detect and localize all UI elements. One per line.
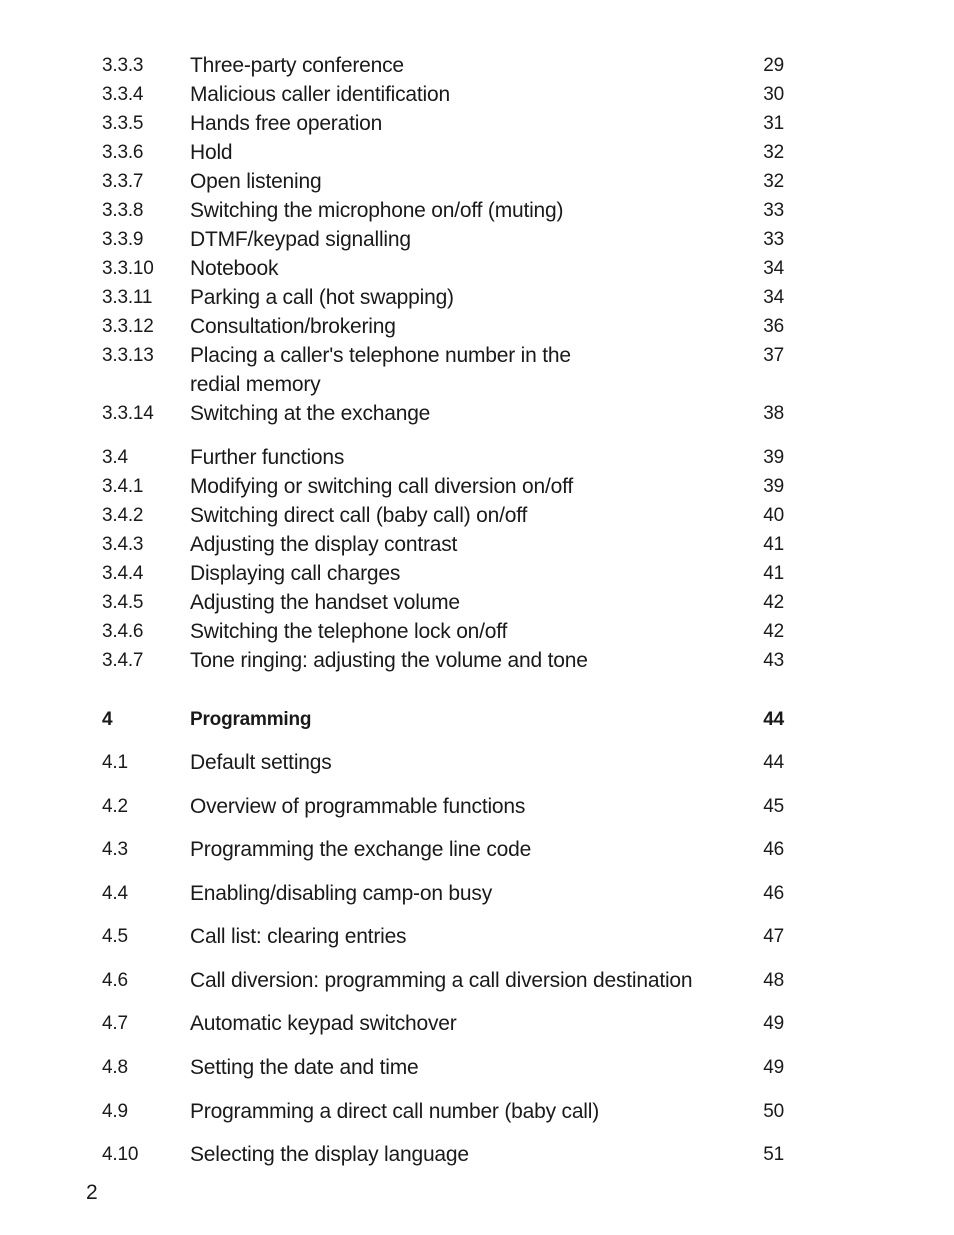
footer-page-number: 2: [86, 1181, 98, 1204]
page-number: 42: [763, 621, 784, 642]
section-number: 3.3.6: [102, 142, 144, 163]
section-number: 4.8: [102, 1057, 128, 1078]
page-number: 34: [763, 287, 784, 308]
toc-chapter-heading[interactable]: [0, 705, 954, 734]
toc-entry[interactable]: [0, 559, 954, 588]
section-title-line-2: redial memory: [190, 373, 321, 396]
toc-entry[interactable]: [0, 966, 954, 995]
section-title: Automatic keypad switchover: [190, 1012, 457, 1035]
page-number: 50: [763, 1101, 784, 1122]
toc-entry[interactable]: [0, 879, 954, 908]
toc-entry[interactable]: [0, 51, 954, 80]
section-number: 3.3.3: [102, 55, 144, 76]
section-title: Selecting the display language: [190, 1143, 469, 1166]
section-number: 4.6: [102, 970, 128, 991]
section-title: [190, 341, 730, 399]
page-number: 34: [763, 258, 784, 279]
section-number: 3.3.5: [102, 113, 144, 134]
page-number: 37: [763, 345, 784, 366]
toc-entry[interactable]: [0, 109, 954, 138]
toc-entry[interactable]: [0, 443, 954, 472]
section-title: Modifying or switching call diversion on/off: [190, 475, 574, 498]
page-number: 40: [763, 505, 784, 526]
page-number: 30: [763, 84, 784, 105]
section-number: 3.4.5: [102, 592, 144, 613]
page-number: 46: [763, 883, 784, 904]
toc-entry[interactable]: [0, 1140, 954, 1169]
section-title: Programming the exchange line code: [190, 838, 532, 861]
section-title: Further functions: [190, 446, 345, 469]
toc-entry[interactable]: [0, 138, 954, 167]
page-number: 33: [763, 229, 784, 250]
section-title: Displaying call charges: [190, 562, 401, 585]
section-title: Parking a call (hot swapping): [190, 286, 454, 309]
page-number: 31: [763, 113, 784, 134]
page-number: 51: [763, 1144, 784, 1165]
toc-entry[interactable]: [0, 588, 954, 617]
page-number: 45: [763, 796, 784, 817]
toc-entry[interactable]: [0, 501, 954, 530]
section-title: DTMF/keypad signalling: [190, 228, 411, 251]
section-number: 3.3.10: [102, 258, 154, 279]
section-number: 3.4.6: [102, 621, 144, 642]
section-title: Programming a direct call number (baby call): [190, 1100, 600, 1123]
toc-entry[interactable]: [0, 1097, 954, 1126]
page-number: 44: [763, 709, 784, 730]
section-number: 3.3.7: [102, 171, 144, 192]
section-title: Malicious caller identification: [190, 83, 450, 106]
section-title: Overview of programmable functions: [190, 795, 526, 818]
page-number: 29: [763, 55, 784, 76]
toc-entry[interactable]: [0, 472, 954, 501]
section-title: Adjusting the display contrast: [190, 533, 458, 556]
page-number: 43: [763, 650, 784, 671]
toc-entry[interactable]: [0, 617, 954, 646]
toc-entry[interactable]: [0, 1009, 954, 1038]
toc-entry[interactable]: [0, 646, 954, 675]
page-number: 36: [763, 316, 784, 337]
section-title: Setting the date and time: [190, 1056, 419, 1079]
page-number: 48: [763, 970, 784, 991]
section-title-line-1: Placing a caller's telephone number in the: [190, 344, 571, 367]
page-number: 49: [763, 1057, 784, 1078]
section-number: 3.3.13: [102, 345, 154, 366]
toc-entry[interactable]: [0, 922, 954, 951]
section-number: 3.4.4: [102, 563, 144, 584]
page-number: 47: [763, 926, 784, 947]
section-number: 3.4: [102, 447, 128, 468]
section-number: 4.4: [102, 883, 128, 904]
section-number: 3.3.14: [102, 403, 154, 424]
section-title: Switching direct call (baby call) on/off: [190, 504, 528, 527]
section-number: 3.4.1: [102, 476, 144, 497]
section-title: Enabling/disabling camp-on busy: [190, 882, 492, 905]
page-number: 32: [763, 171, 784, 192]
section-title: Adjusting the handset volume: [190, 591, 460, 614]
section-number: 4.3: [102, 839, 128, 860]
section-title: Tone ringing: adjusting the volume and tone: [190, 649, 588, 672]
page-number: 49: [763, 1013, 784, 1034]
section-number: 3.3.9: [102, 229, 144, 250]
toc-entry[interactable]: [0, 225, 954, 254]
section-number: 3.3.4: [102, 84, 144, 105]
page-number: 39: [763, 447, 784, 468]
section-number: 3.4.3: [102, 534, 144, 555]
section-number: 3.4.7: [102, 650, 144, 671]
toc-entry[interactable]: [0, 748, 954, 777]
section-title: Hands free operation: [190, 112, 383, 135]
toc-entry[interactable]: [0, 835, 954, 864]
section-title: Consultation/brokering: [190, 315, 396, 338]
page-number: 32: [763, 142, 784, 163]
toc-entry[interactable]: [0, 167, 954, 196]
page-number: 39: [763, 476, 784, 497]
toc-entry[interactable]: [0, 196, 954, 225]
section-number: 4.2: [102, 796, 128, 817]
chapter-title: Programming: [190, 709, 312, 730]
section-title: Call diversion: programming a call diversion destination: [190, 969, 693, 992]
section-number: 3.3.11: [102, 287, 153, 308]
section-number: 4.1: [102, 752, 128, 773]
page-number: 41: [763, 563, 784, 584]
section-number: 4.5: [102, 926, 128, 947]
section-title: Switching the microphone on/off (muting): [190, 199, 564, 222]
page-number: 42: [763, 592, 784, 613]
section-number: 3.4.2: [102, 505, 144, 526]
page-number: 41: [763, 534, 784, 555]
section-number: 4.9: [102, 1101, 128, 1122]
toc-entry[interactable]: [0, 1053, 954, 1082]
toc-entry[interactable]: [0, 80, 954, 109]
section-title: Notebook: [190, 257, 279, 280]
toc-entry[interactable]: [0, 530, 954, 559]
section-title: Hold: [190, 141, 233, 164]
toc-entry[interactable]: [0, 399, 954, 428]
page-number: 38: [763, 403, 784, 424]
toc-entry[interactable]: [0, 341, 954, 399]
section-number: 3.3.8: [102, 200, 144, 221]
section-number: 3.3.12: [102, 316, 154, 337]
section-title: Call list: clearing entries: [190, 925, 407, 948]
toc-entry[interactable]: [0, 312, 954, 341]
section-title: Default settings: [190, 751, 332, 774]
section-number: 4.10: [102, 1144, 139, 1165]
section-title: Open listening: [190, 170, 322, 193]
section-title: Switching the telephone lock on/off: [190, 620, 508, 643]
section-title: Switching at the exchange: [190, 402, 431, 425]
toc-entry[interactable]: [0, 254, 954, 283]
section-number: 4.7: [102, 1013, 128, 1034]
page-number: 33: [763, 200, 784, 221]
section-title: Three-party conference: [190, 54, 404, 77]
toc-entry[interactable]: [0, 792, 954, 821]
chapter-number: 4: [102, 709, 113, 730]
page-number: 44: [763, 752, 784, 773]
toc-entry[interactable]: [0, 283, 954, 312]
page-number: 46: [763, 839, 784, 860]
